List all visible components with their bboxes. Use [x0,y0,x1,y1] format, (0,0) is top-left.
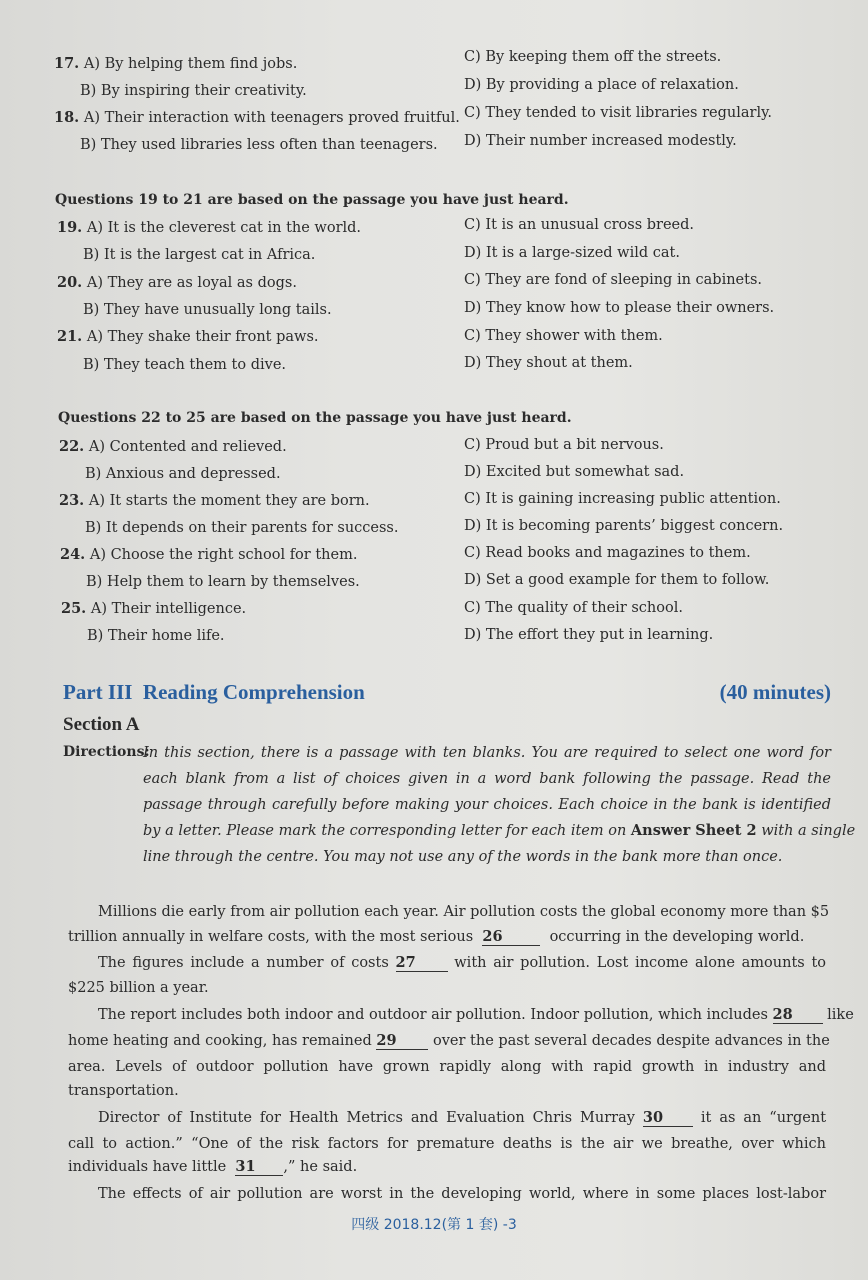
question-number: 20. [57,274,83,291]
question-number: 17. [54,55,80,72]
option-text: A) Their interaction with teenagers proved fruitful. [83,110,460,126]
question-21-option-d: D) They shout at them. [464,355,633,371]
question-group-header: Questions 19 to 21 are based on the passage you have just heard. [55,192,569,208]
question-25-option-c: C) The quality of their school. [464,600,683,616]
passage-line [98,953,826,973]
directions-line: each blank from a list of choices given in a word bank following the passage. Read the [143,771,831,787]
passage-line: $225 billion a year. [68,980,209,996]
option-text: A) It starts the moment they are born. [88,493,370,509]
question-18-option-a [54,108,460,128]
question-25-option-b: B) Their home life. [87,628,225,644]
question-18-option-b: B) They used libraries less often than teenagers. [80,137,438,153]
directions-line: passage through carefully before making your choices. Each choice in the bank is identified [143,797,831,813]
question-20-option-a [57,273,297,293]
blank-30: 30 [643,1110,693,1127]
option-text: A) They shake their front paws. [86,329,319,345]
question-number: 23. [59,492,85,509]
option-text: A) Choose the right school for them. [89,547,358,563]
passage-text: Director of Institute for Health Metrics and Evaluation Chris Murray [98,1110,635,1126]
passage-text: individuals have little [68,1159,227,1175]
passage-text: trillion annually in welfare costs, with the most serious [68,929,474,945]
question-17-option-c: C) By keeping them off the streets. [464,49,722,65]
option-text: A) By helping them find jobs. [83,56,298,72]
question-number: 22. [59,438,85,455]
passage-text: like [827,1007,854,1023]
question-21-option-c: C) They shower with them. [464,328,663,344]
passage-line: call to action.” “One of the risk factors for premature deaths is the air we breathe, over which [68,1136,826,1152]
directions-text: by a letter. Please mark the corresponding letter for each item on [143,823,627,839]
question-17-option-b: B) By inspiring their creativity. [80,83,307,99]
passage-line [68,1031,830,1051]
question-22-option-a [59,437,287,457]
option-text: A) Contented and relieved. [88,439,287,455]
question-25-option-d: D) The effort they put in learning. [464,627,714,643]
passage-text: with air pollution. Lost income alone amounts to [454,955,827,971]
question-19-option-b: B) It is the largest cat in Africa. [83,247,316,263]
question-number: 21. [57,328,83,345]
blank-29: 29 [376,1033,428,1050]
question-24-option-c: C) Read books and magazines to them. [464,545,751,561]
part-title: Part III Reading Comprehension [63,680,365,704]
question-17-option-a [54,54,297,74]
question-19-option-d: D) It is a large-sized wild cat. [464,245,680,261]
passage-text: over the past several decades despite advances in the [432,1033,830,1049]
question-number: 19. [57,219,83,236]
question-21-option-a [57,327,319,347]
question-25-option-a [61,599,246,619]
passage-line: area. Levels of outdoor pollution have grown rapidly along with rapid growth in industry and [68,1059,826,1075]
passage-text: ,” he said. [283,1159,358,1175]
question-22-option-d: D) Excited but somewhat sad. [464,464,685,480]
option-text: A) It is the cleverest cat in the world. [86,220,362,236]
blank-31: 31 [235,1159,283,1176]
question-19-option-a [57,218,361,238]
passage-text: The report includes both indoor and outdoor air pollution. Indoor pollution, which includes [98,1007,768,1023]
part-time: (40 minutes) [719,680,831,704]
option-text: A) They are as loyal as dogs. [86,275,297,291]
question-24-option-d: D) Set a good example for them to follow. [464,572,770,588]
passage-line: The effects of air pollution are worst in the developing world, where in some places lost-labor [98,1186,826,1202]
question-22-option-b: B) Anxious and depressed. [85,466,281,482]
question-number: 25. [61,600,87,617]
question-17-option-d: D) By providing a place of relaxation. [464,77,739,93]
blank-28: 28 [773,1007,823,1024]
question-23-option-d: D) It is becoming parents’ biggest concern. [464,518,784,534]
passage-text: it as an “urgent [700,1110,827,1126]
passage-text: home heating and cooking, has remained [68,1033,372,1049]
passage-line: Millions die early from air pollution each year. Air pollution costs the global economy more than $5 [98,904,830,920]
directions-label: Directions: [63,744,150,760]
passage-line [68,1157,826,1177]
passage-line [98,1108,826,1128]
question-23-option-a [59,491,370,511]
option-text: A) Their intelligence. [90,601,247,617]
section-title: Section A [63,714,140,735]
question-number: 24. [60,546,86,563]
question-24-option-a [60,545,357,565]
question-18-option-d: D) Their number increased modestly. [464,133,737,149]
answer-sheet-ref: Answer Sheet 2 [630,822,757,839]
page-footer: 四级 2018.12(第 1 套) -3 [351,1217,517,1233]
blank-27: 27 [396,955,448,972]
question-20-option-c: C) They are fond of sleeping in cabinets. [464,272,763,288]
question-18-option-c: C) They tended to visit libraries regularly. [464,105,772,121]
directions-line [143,821,856,841]
directions-line: In this section, there is a passage with ten blanks. You are required to select one word for [143,745,831,761]
passage-line [68,927,826,947]
question-20-option-d: D) They know how to please their owners. [464,300,775,316]
passage-line [98,1005,854,1025]
question-23-option-b: B) It depends on their parents for success. [85,520,399,536]
question-20-option-b: B) They have unusually long tails. [83,302,332,318]
question-group-header: Questions 22 to 25 are based on the passage you have just heard. [58,410,572,426]
question-21-option-b: B) They teach them to dive. [83,357,287,373]
blank-26: 26 [482,929,540,946]
directions-text: with a single [761,823,856,839]
question-number: 18. [54,109,80,126]
question-24-option-b: B) Help them to learn by themselves. [86,574,360,590]
passage-text: The figures include a number of costs [98,955,389,971]
passage-text: occurring in the developing world. [549,929,805,945]
directions-line: line through the centre. You may not use any of the words in the bank more than once. [143,849,783,865]
passage-line: transportation. [68,1083,179,1099]
question-22-option-c: C) Proud but a bit nervous. [464,437,664,453]
question-23-option-c: C) It is gaining increasing public attention. [464,491,781,507]
question-19-option-c: C) It is an unusual cross breed. [464,217,695,233]
